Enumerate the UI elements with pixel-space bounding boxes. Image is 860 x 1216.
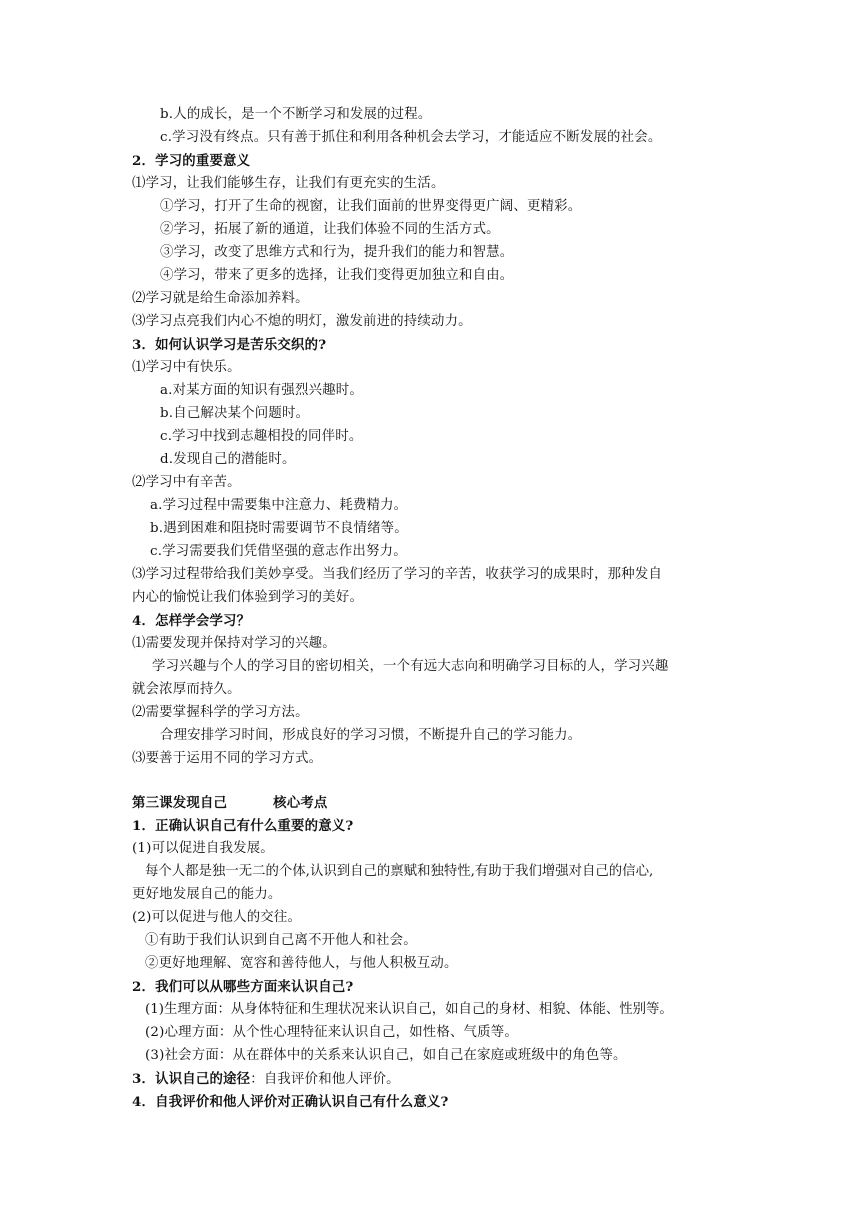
text-line: (3)社会方面：从在群体中的关系来认识自己，如自己在家庭或班级中的角色等。 — [145, 1048, 627, 1063]
text-line: 合理安排学习时间，形成良好的学习习惯，不断提升自己的学习能力。 — [160, 728, 582, 743]
text-line: ⑴学习中有快乐。 — [132, 360, 241, 375]
text-line: ①学习，打开了生命的视窗，让我们面前的世界变得更广阔、更精彩。 — [160, 199, 582, 214]
text-line: ⑵需要掌握科学的学习方法。 — [132, 705, 309, 720]
text-line: d.发现自己的潜能时。 — [160, 452, 296, 467]
text-line: ⑶要善于运用不同的学习方式。 — [132, 751, 323, 766]
text-line: ②更好地理解、宽容和善待他人，与他人积极互动。 — [145, 956, 458, 971]
text-line: (1)可以促进自我发展。 — [132, 841, 274, 856]
text-line: ①有助于我们认识到自己离不开他人和社会。 — [145, 933, 417, 948]
text-line: (2)可以促进与他人的交往。 — [132, 910, 302, 925]
text-line: 每个人都是独一无二的个体,认识到自己的禀赋和独特性,有助于我们增强对自己的信心, — [145, 864, 654, 879]
section-heading: 4．怎样学会学习？ — [132, 613, 251, 629]
text-line: c.学习没有终点。只有善于抓住和利用各种机会去学习，才能适应不断发展的社会。 — [160, 130, 662, 145]
text-line: ⑵学习就是给生命添加养料。 — [132, 291, 309, 306]
section-heading: 2．学习的重要意义 — [132, 153, 251, 169]
text-line: b.自己解决某个问题时。 — [160, 406, 310, 421]
text-line: c.学习需要我们凭借坚强的意志作出努力。 — [150, 544, 407, 559]
text-line: ④学习，带来了更多的选择，让我们变得更加独立和自由。 — [160, 268, 514, 283]
section-heading: 3．如何认识学习是苦乐交织的? — [132, 337, 327, 353]
text-line: ⑶学习过程带给我们美妙享受。当我们经历了学习的辛苦，收获学习的成果时，那种发自 — [132, 567, 663, 582]
text-line: a.学习过程中需要集中注意力、耗费精力。 — [150, 498, 408, 513]
text-line: c.学习中找到志趣相投的同伴时。 — [160, 429, 363, 444]
text-line: ⑵学习中有辛苦。 — [132, 475, 241, 490]
heading-label: 3．认识自己的途径 — [132, 1071, 251, 1087]
text-line: ⑶学习点亮我们内心不熄的明灯，激发前进的持续动力。 — [132, 314, 472, 329]
section-heading: 1．正确认识自己有什么重要的意义? — [132, 818, 354, 834]
text-line: b.遇到困难和阻挠时需要调节不良情绪等。 — [150, 521, 408, 536]
text-line: 更好地发展自己的能力。 — [132, 887, 282, 902]
text-line: 就会浓厚而持久。 — [132, 682, 241, 697]
text-line: a.对某方面的知识有强烈兴趣时。 — [160, 383, 363, 398]
section-heading: 4．自我评价和他人评价对正确认识自己有什么意义? — [132, 1094, 449, 1110]
section-heading — [132, 1069, 400, 1090]
section-heading: 2．我们可以从哪些方面来认识自己? — [132, 979, 354, 995]
text-line: 内心的愉悦让我们体验到学习的美好。 — [132, 590, 364, 605]
text-line: ⑴学习，让我们能够生存，让我们有更充实的生活。 — [132, 176, 445, 191]
text-line: (2)心理方面：从个性心理特征来认识自己，如性格、气质等。 — [145, 1025, 518, 1040]
text-line: ②学习，拓展了新的通道，让我们体验不同的生活方式。 — [160, 222, 500, 237]
text-line: (1)生理方面：从身体特征和生理状况来认识自己，如自己的身材、相貌、体能、性别等。 — [145, 1002, 673, 1017]
lesson-title-tag: 核心考点 — [273, 795, 328, 811]
text-line: ③学习，改变了思维方式和行为，提升我们的能力和智慧。 — [160, 245, 514, 260]
lesson-title-name: 第三课发现自己 — [132, 795, 228, 811]
heading-answer: ：自我评价和他人评价。 — [250, 1072, 400, 1087]
lesson-title — [132, 793, 328, 813]
text-line: ⑴需要发现并保持对学习的兴趣。 — [132, 636, 336, 651]
text-line: b.人的成长，是一个不断学习和发展的过程。 — [160, 107, 432, 122]
text-line: 学习兴趣与个人的学习目的密切相关，一个有远大志向和明确学习目标的人，学习兴趣 — [152, 659, 669, 674]
